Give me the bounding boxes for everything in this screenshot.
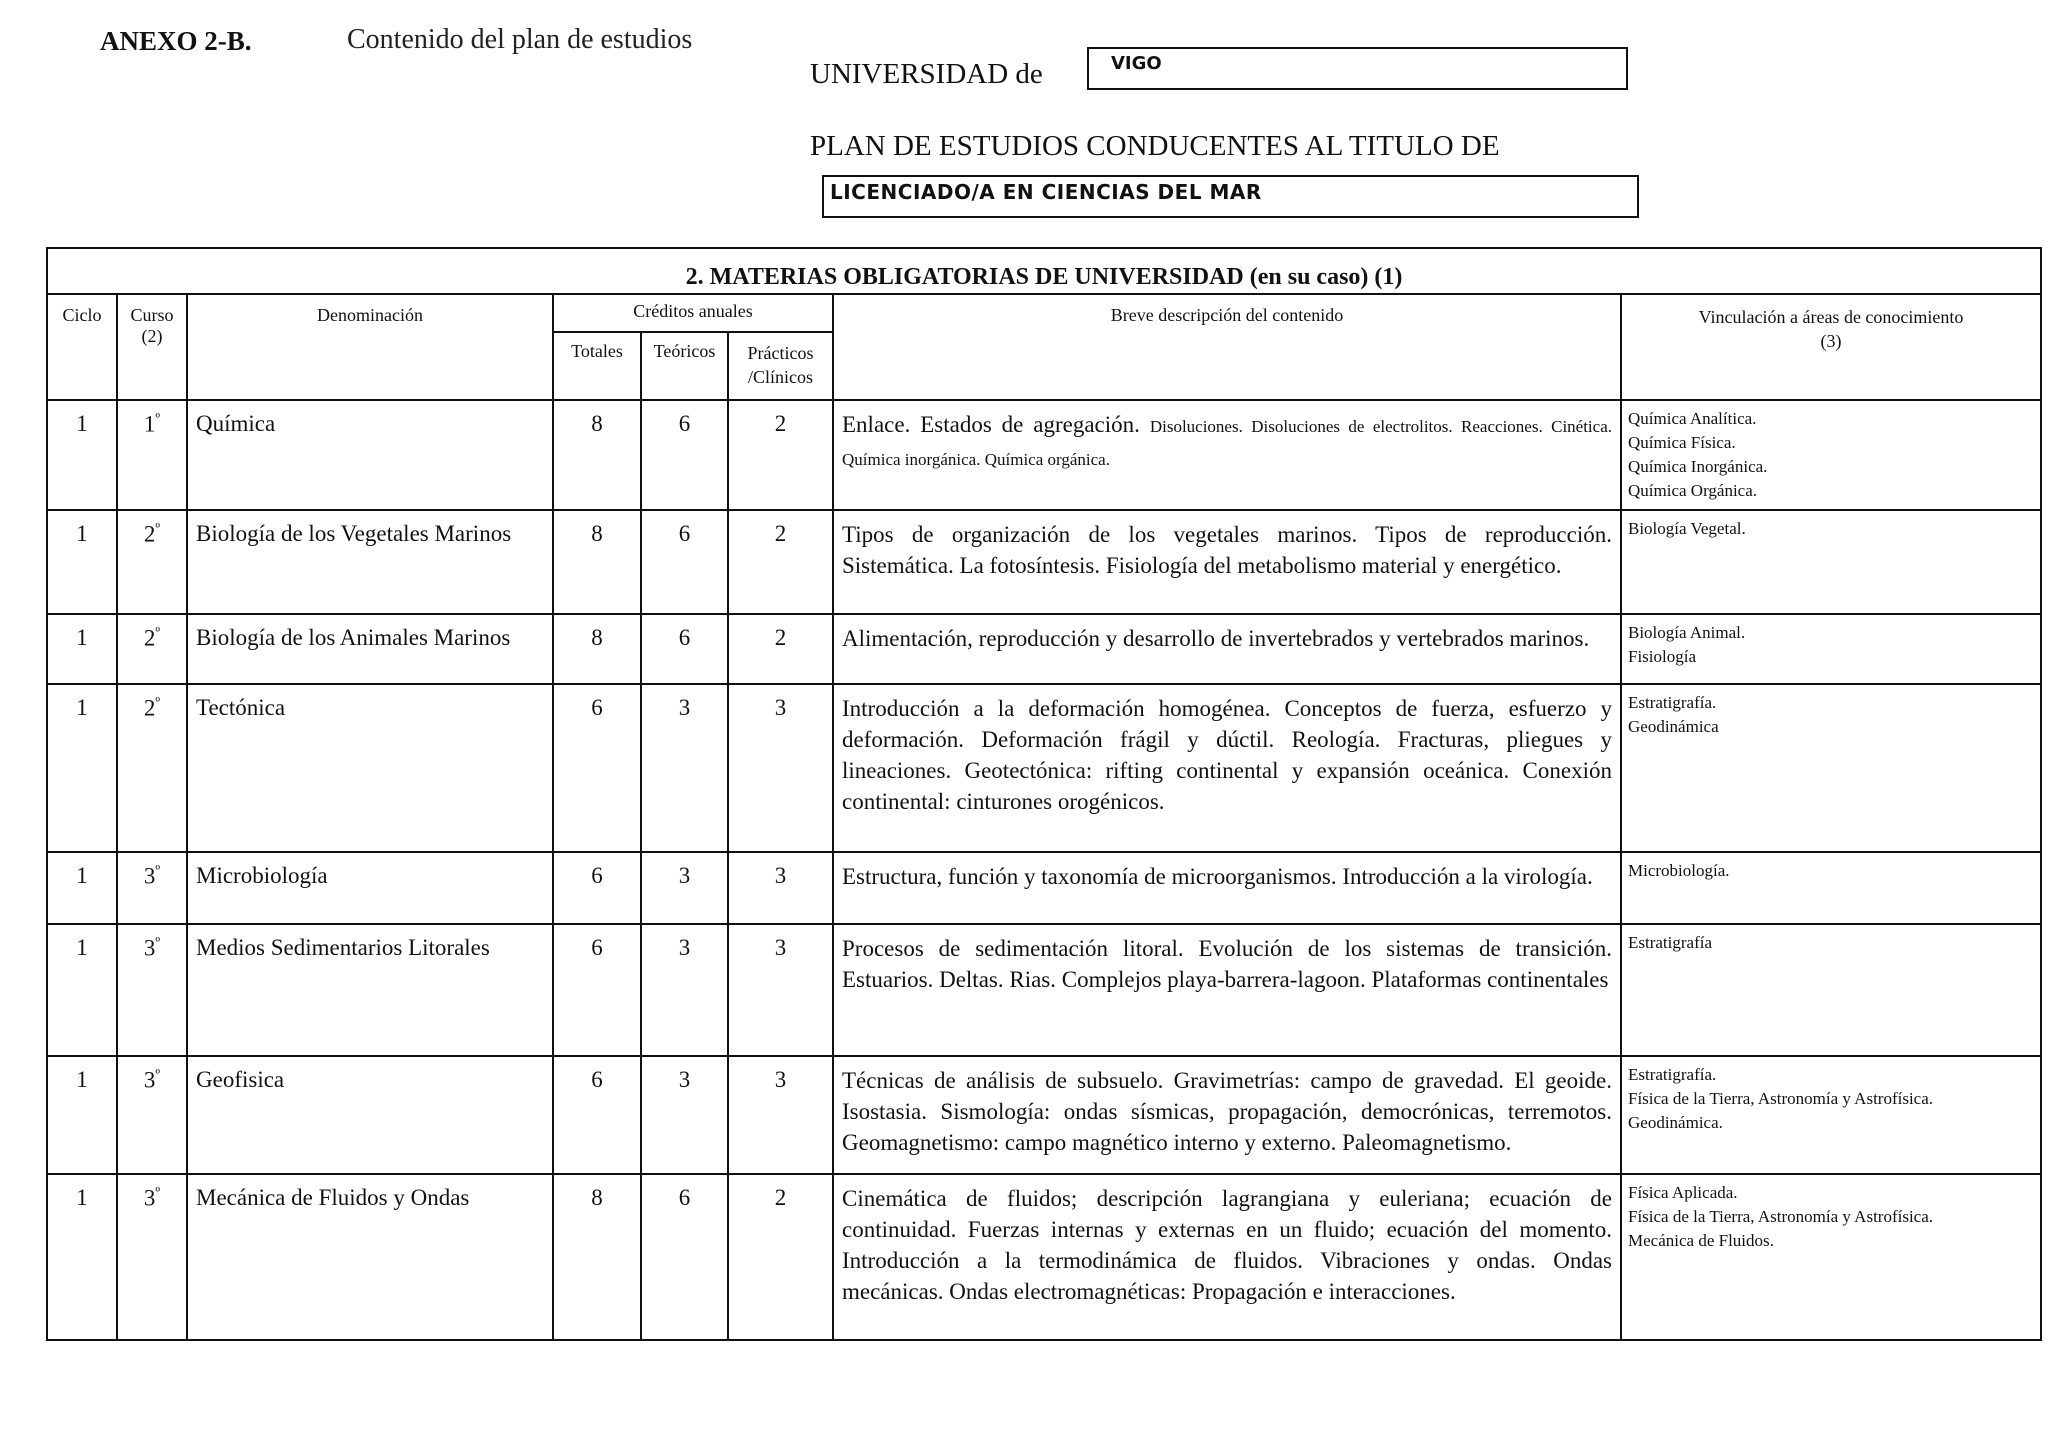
cell-practicos: 2 (728, 1174, 833, 1340)
cell-teoricos: 6 (641, 614, 728, 684)
description-text: Introducción a la deformación homogénea. Conceptos de fuerza, esfuerzo y deformación. Deformación frágil y dúctil. Reología. Fracturas, pliegues y lineaciones. Geotectónica: rifting continental y expansión oceánica. Conexión continental: cinturones orogénicos. (842, 696, 1612, 814)
area-item: Química Orgánica. (1628, 481, 1758, 500)
cell-denominacion: Mecánica de Fluidos y Ondas (187, 1174, 553, 1340)
cell-curso: $1^º$ (117, 400, 187, 510)
table-row (47, 510, 2041, 614)
cell-totales: 6 (553, 852, 641, 924)
cell-vinculacion (1621, 852, 2041, 924)
area-item: Biología Vegetal. (1628, 519, 1746, 538)
header-creditos: Créditos anuales (553, 294, 833, 332)
cell-teoricos: 3 (641, 684, 728, 852)
subjects-table (46, 247, 2042, 1341)
area-item: Estratigrafía (1628, 933, 1713, 952)
cell-practicos: 2 (728, 614, 833, 684)
description-text: Cinemática de fluidos; descripción lagrangiana y euleriana; ecuación de continuidad. Fuerzas internas y externas en un fluido; ecuación del momento. Introducción a la termodinámica de fluidos. Vibraciones y ondas. Ondas mecánicas. Ondas electromagnéticas: Propagación e interacciones. (842, 1186, 1612, 1304)
area-item: Fisiología (1628, 647, 1697, 666)
header-vinculacion: Vinculación a áreas de conocimiento (3) (1621, 294, 2041, 400)
description-text: Tipos de organización de los vegetales marinos. Tipos de reproducción. Sistemática. La fotosíntesis. Fisiología del metabolismo material y energético. (842, 522, 1612, 578)
area-item: Física de la Tierra, Astronomía y Astrofísica. (1628, 1207, 1934, 1226)
university-label: UNIVERSIDAD de (810, 58, 1043, 90)
table-row (47, 924, 2041, 1056)
description-text: Técnicas de análisis de subsuelo. Gravimetrías: campo de gravedad. El geoide. Isostasia. Sismología: ondas sísmicas, propagación, democrónicas, terremotos. Geomagnetismo: campo magnético interno y externo. Paleomagnetismo. (842, 1068, 1612, 1155)
cell-ciclo: 1 (47, 1056, 117, 1174)
cell-practicos: 3 (728, 684, 833, 852)
cell-descripcion (833, 1174, 1621, 1340)
table-row (47, 852, 2041, 924)
cell-ciclo: 1 (47, 614, 117, 684)
cell-vinculacion (1621, 510, 2041, 614)
area-item: Física Aplicada. (1628, 1183, 1738, 1202)
cell-ciclo: 1 (47, 1174, 117, 1340)
cell-teoricos: 6 (641, 1174, 728, 1340)
cell-denominacion: Microbiología (187, 852, 553, 924)
cell-totales: 8 (553, 510, 641, 614)
cell-totales: 8 (553, 400, 641, 510)
cell-teoricos: 3 (641, 852, 728, 924)
cell-ciclo: 1 (47, 510, 117, 614)
header-curso: Curso (2) (117, 294, 187, 400)
table-row (47, 684, 2041, 852)
area-item: Química Analítica. (1628, 409, 1757, 428)
cell-curso: $3^º$ (117, 924, 187, 1056)
cell-totales: 6 (553, 1056, 641, 1174)
area-item: Biología Animal. (1628, 623, 1746, 642)
table-row (47, 400, 2041, 510)
table-row (47, 1056, 2041, 1174)
university-field: VIGO (1087, 47, 1628, 90)
cell-ciclo: 1 (47, 684, 117, 852)
cell-ciclo: 1 (47, 924, 117, 1056)
degree-field: LICENCIADO/A EN CIENCIAS DEL MAR (822, 175, 1639, 218)
area-item: Geodinámica (1628, 717, 1719, 736)
area-item: Microbiología. (1628, 861, 1730, 880)
area-item: Geodinámica. (1628, 1113, 1723, 1132)
cell-curso: $3^º$ (117, 1174, 187, 1340)
area-item: Física de la Tierra, Astronomía y Astrofísica. (1628, 1089, 1934, 1108)
description-text: Enlace. Estados de agregación. (842, 412, 1140, 437)
header-descripcion: Breve descripción del contenido (833, 294, 1621, 400)
cell-teoricos: 3 (641, 1056, 728, 1174)
plan-label: PLAN DE ESTUDIOS CONDUCENTES AL TITULO DE (810, 130, 1500, 162)
cell-practicos: 3 (728, 924, 833, 1056)
cell-descripcion (833, 684, 1621, 852)
cell-descripcion (833, 510, 1621, 614)
cell-curso: $3^º$ (117, 852, 187, 924)
cell-ciclo: 1 (47, 400, 117, 510)
description-text: Procesos de sedimentación litoral. Evolución de los sistemas de transición. Estuarios. Deltas. Rias. Complejos playa-barrera-lagoon. Plataformas continentales (842, 936, 1612, 992)
cell-practicos: 3 (728, 852, 833, 924)
header-denominacion: Denominación (187, 294, 553, 400)
cell-teoricos: 3 (641, 924, 728, 1056)
table-row (47, 614, 2041, 684)
cell-descripcion (833, 1056, 1621, 1174)
cell-vinculacion (1621, 1174, 2041, 1340)
header-practicos: Prácticos /Clínicos (728, 332, 833, 400)
area-item: Química Física. (1628, 433, 1736, 452)
cell-vinculacion (1621, 614, 2041, 684)
cell-curso: $2^º$ (117, 684, 187, 852)
subjects-table-wrapper (46, 247, 2040, 1341)
cell-vinculacion (1621, 684, 2041, 852)
cell-denominacion: Química (187, 400, 553, 510)
cell-denominacion: Medios Sedimentarios Litorales (187, 924, 553, 1056)
cell-curso: $2^º$ (117, 510, 187, 614)
cell-vinculacion (1621, 924, 2041, 1056)
table-title: 2. MATERIAS OBLIGATORIAS DE UNIVERSIDAD (en su caso) (1) (47, 248, 2041, 294)
header-ciclo: Ciclo (47, 294, 117, 400)
annex-label: ANEXO 2-B. (100, 26, 252, 56)
area-item: Estratigrafía. (1628, 693, 1717, 712)
description-detail: Disoluciones. Disoluciones de electrolitos. Reacciones. Cinética. Química inorgánica. Química orgánica. (842, 417, 1612, 469)
cell-denominacion: Biología de los Animales Marinos (187, 614, 553, 684)
cell-totales: 6 (553, 684, 641, 852)
description-text: Estructura, función y taxonomía de microorganismos. Introducción a la virología. (842, 864, 1593, 889)
cell-curso: $2^º$ (117, 614, 187, 684)
cell-vinculacion (1621, 400, 2041, 510)
area-item: Mecánica de Fluidos. (1628, 1231, 1774, 1250)
description-text: Alimentación, reproducción y desarrollo de invertebrados y vertebrados marinos. (842, 626, 1590, 651)
annex-subtitle: Contenido del plan de estudios (347, 24, 693, 55)
cell-teoricos: 6 (641, 400, 728, 510)
header-teoricos: Teóricos (641, 332, 728, 400)
cell-totales: 6 (553, 924, 641, 1056)
cell-practicos: 3 (728, 1056, 833, 1174)
area-item: Estratigrafía. (1628, 1065, 1717, 1084)
area-item: Química Inorgánica. (1628, 457, 1768, 476)
cell-ciclo: 1 (47, 852, 117, 924)
cell-denominacion: Tectónica (187, 684, 553, 852)
cell-teoricos: 6 (641, 510, 728, 614)
cell-descripcion (833, 614, 1621, 684)
table-row (47, 1174, 2041, 1340)
cell-totales: 8 (553, 614, 641, 684)
cell-practicos: 2 (728, 400, 833, 510)
cell-practicos: 2 (728, 510, 833, 614)
cell-descripcion (833, 400, 1621, 510)
cell-totales: 8 (553, 1174, 641, 1340)
cell-curso: $3^º$ (117, 1056, 187, 1174)
cell-denominacion: Geofisica (187, 1056, 553, 1174)
header-totales: Totales (553, 332, 641, 400)
cell-vinculacion (1621, 1056, 2041, 1174)
cell-descripcion (833, 852, 1621, 924)
cell-denominacion: Biología de los Vegetales Marinos (187, 510, 553, 614)
cell-descripcion (833, 924, 1621, 1056)
